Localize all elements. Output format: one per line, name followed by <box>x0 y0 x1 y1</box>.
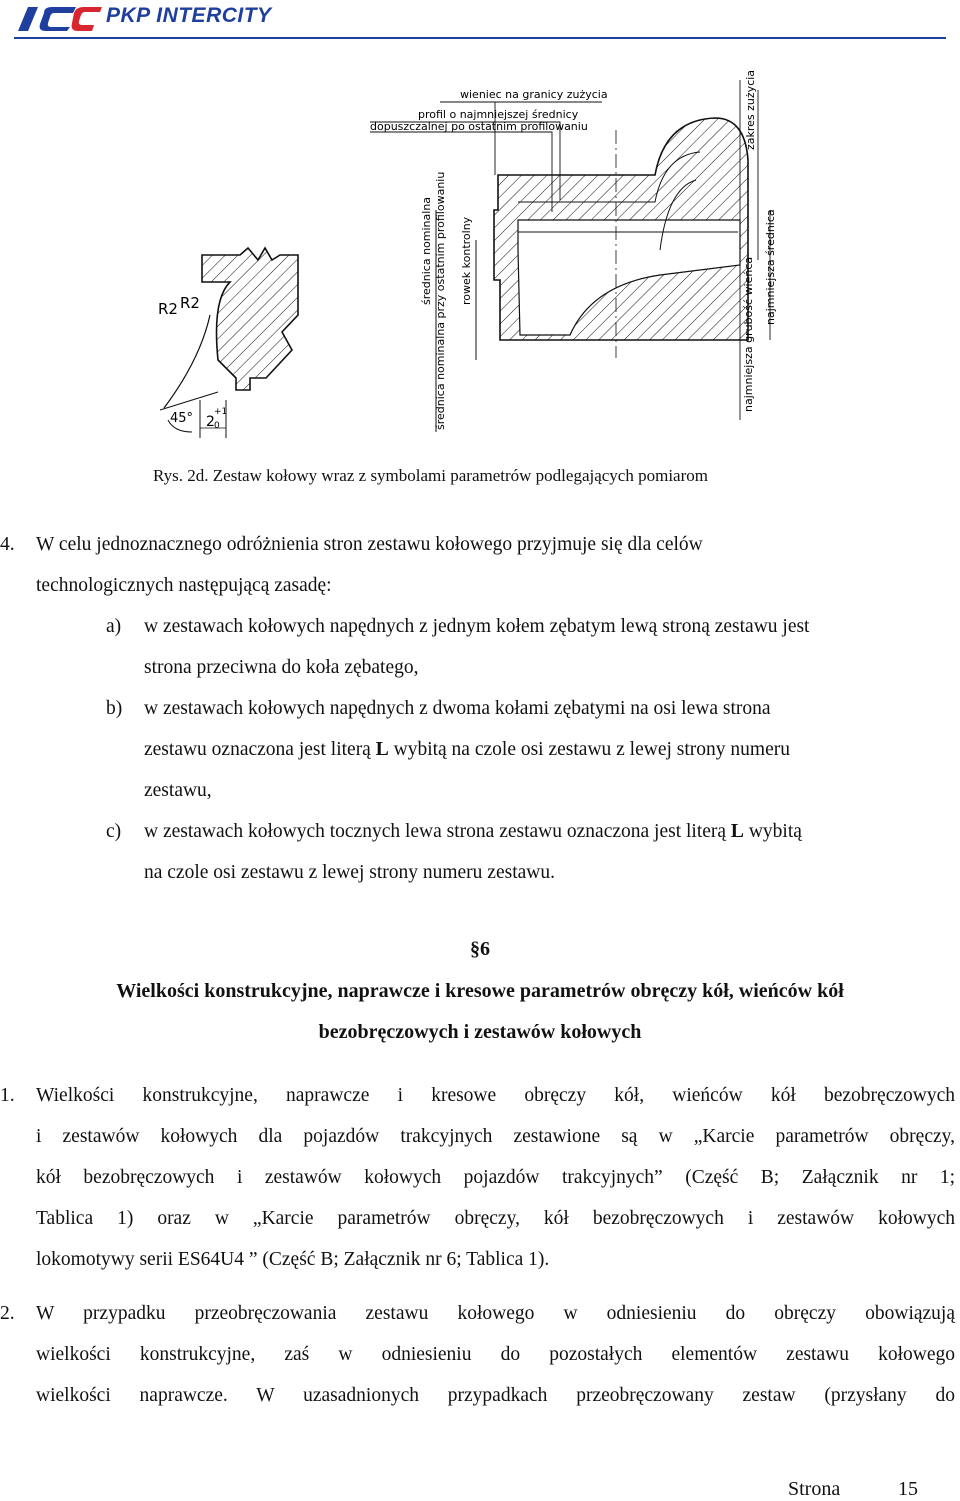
section-6-title-line-2: bezobręczowych i zestawów kołowych <box>318 1021 642 1043</box>
item-2-line-2: wielkości konstrukcyjne, zaś w odniesieniu do pozostałych elementów zestawu kołowego <box>36 1344 955 1365</box>
label-min-rim-thickness: najmniejsza grubość wieńca <box>742 256 755 412</box>
item-1-number: 1. <box>0 1085 15 1106</box>
item-c-line-1: w zestawach kołowych tocznych lewa strona zestawu oznaczona jest literą L wybitą <box>144 821 802 842</box>
flange-detail <box>202 248 298 390</box>
item-2-line-3: wielkości naprawcze. W uzasadnionych przypadkach przeobręczowany zestaw (przysłany do <box>36 1385 955 1406</box>
label-min-diameter: najmniejsza średnica <box>764 209 777 325</box>
label-allowed-reprofile: dopuszczalnej po ostatnim profilowaniu <box>370 120 588 133</box>
dim-sup-label: +1 <box>214 407 228 417</box>
item-1-line-4: Tablica 1) oraz w „Karcie parametrów obręczy, kół bezobręczowych i zestawów kołowych <box>36 1208 955 1229</box>
item-b-line-2: zestawu oznaczona jest literą L wybitą na czole osi zestawu z lewej strony numeru <box>144 739 790 760</box>
label-rim-limit: wieniec na granicy zużycia <box>460 88 608 101</box>
item-2-line-1: W przypadku przeobręczowania zestawu kołowego w odniesieniu do obręczy obowiązują <box>36 1303 955 1324</box>
radius-label-1: R2 <box>158 300 178 318</box>
item-c-label: c) <box>106 821 122 842</box>
item-1-line-5: lokomotywy serii ES64U4 ” (Część B; Załącznik nr 6; Tablica 1). <box>36 1249 550 1270</box>
item-c-line-2: na czole osi zestawu z lewej strony numeru zestawu. <box>144 862 555 883</box>
item-b-line-1: w zestawach kołowych napędnych z dwoma kołami zębatymi na osi lewa strona <box>144 698 771 719</box>
chamfer-line <box>164 315 210 408</box>
label-nominal-reprofile: średnica nominalna przy ostatnim profilowaniu <box>434 171 447 430</box>
intercity-logo-icon <box>14 3 104 35</box>
item-1-line-2: i zestawów kołowych dla pojazdów trakcyjnych zestawione są w „Karcie parametrów obręczy, <box>36 1126 955 1147</box>
item-a-line-2: strona przeciwna do koła zębatego, <box>144 657 419 678</box>
label-control-groove: rowek kontrolny <box>460 216 473 305</box>
label-min-profile: profil o najmniejszej średnicy <box>418 108 579 121</box>
dim-sub-label: 0 <box>214 421 220 431</box>
section-4-line-2: technologicznych następującą zasadę: <box>36 575 332 596</box>
header-divider <box>14 37 946 39</box>
item-2-number: 2. <box>0 1303 15 1324</box>
logo-text: PKP INTERCITY <box>106 4 272 27</box>
label-nominal-diameter: średnica nominalna <box>420 196 433 305</box>
item-b-line-3: zestawu, <box>144 780 212 801</box>
figure-caption: Rys. 2d. Zestaw kołowy wraz z symbolami parametrów podlegających pomiarom <box>153 466 708 485</box>
section-4-line-1: W celu jednoznacznego odróżnienia stron zestawu kołowego przyjmuje się dla celów <box>36 534 703 555</box>
section-6-title-line-1: Wielkości konstrukcyjne, naprawcze i kresowe parametrów obręczy kół, wieńców kół <box>116 980 844 1002</box>
section-6-number: §6 <box>470 938 490 960</box>
label-wear-range: zakres zużycia <box>744 69 757 150</box>
page-label: Strona <box>788 1478 841 1500</box>
section-4-number: 4. <box>0 534 15 555</box>
page-header <box>0 0 960 40</box>
item-a-line-1: w zestawach kołowych napędnych z jednym kołem zębatym lewą stroną zestawu jest <box>144 616 810 637</box>
dim-label: 2 <box>206 414 215 430</box>
radius-label-2: R2 <box>180 294 200 312</box>
item-1-line-3: kół bezobręczowych i zestawów kołowych pojazdów trakcyjnych” (Część B; Załącznik nr 1; <box>36 1167 955 1188</box>
angle-label: 45° <box>170 411 194 426</box>
logo-mark-text: IC <box>16 33 17 34</box>
item-b-label: b) <box>106 698 123 719</box>
item-1-line-1: Wielkości konstrukcyjne, naprawcze i kresowe obręczy kół, wieńców kół bezobręczowych <box>36 1085 955 1106</box>
page-number: 15 <box>898 1478 918 1500</box>
wheelset-drawing <box>140 60 840 445</box>
item-a-label: a) <box>106 616 122 637</box>
